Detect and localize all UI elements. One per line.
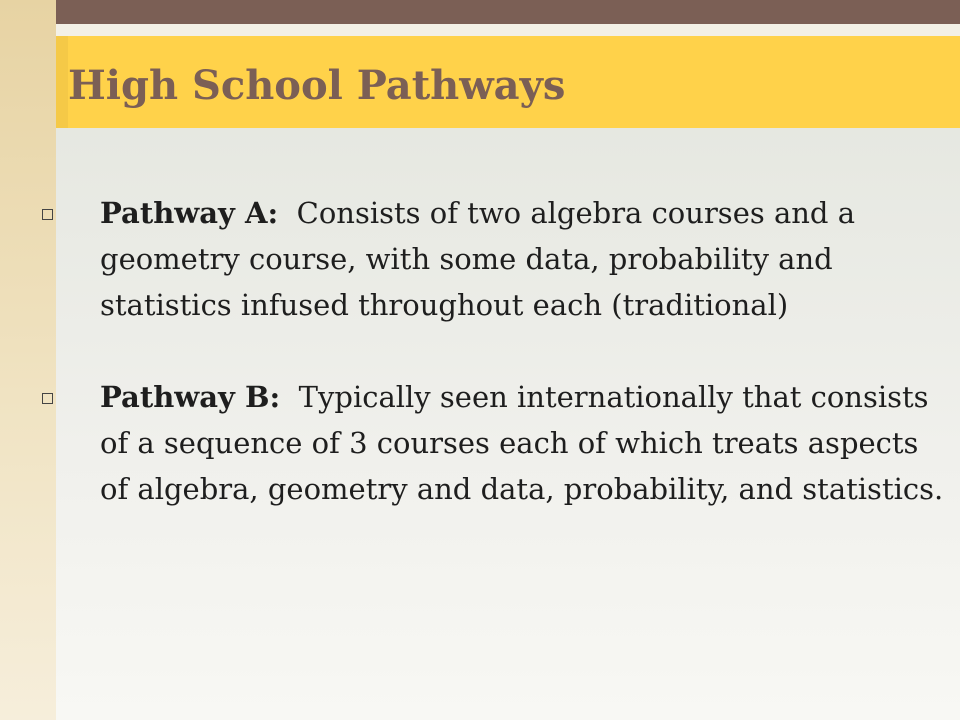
slide-title: High School Pathways bbox=[68, 62, 566, 109]
title-band-shade bbox=[56, 36, 68, 128]
top-separator bbox=[56, 24, 960, 36]
bullet-text: Consists of two algebra courses and a geometry course, with some data, probability and statistics infused throughout each (traditional) bbox=[100, 196, 865, 322]
square-bullet-icon bbox=[42, 393, 53, 404]
bullet-list bbox=[100, 190, 950, 558]
bullet-text: Typically seen internationally that consists of a sequence of 3 courses each of which treats aspects of algebra, geometry and data, probability, and statistics. bbox=[100, 380, 944, 506]
bullet-pathway-a bbox=[100, 190, 950, 328]
left-decorative-strip bbox=[0, 0, 56, 720]
square-bullet-icon bbox=[42, 209, 53, 220]
bullet-term: Pathway B: bbox=[100, 380, 281, 414]
bullet-term: Pathway A: bbox=[100, 196, 279, 230]
top-accent-bar bbox=[56, 0, 960, 24]
bullet-pathway-b bbox=[100, 374, 950, 512]
